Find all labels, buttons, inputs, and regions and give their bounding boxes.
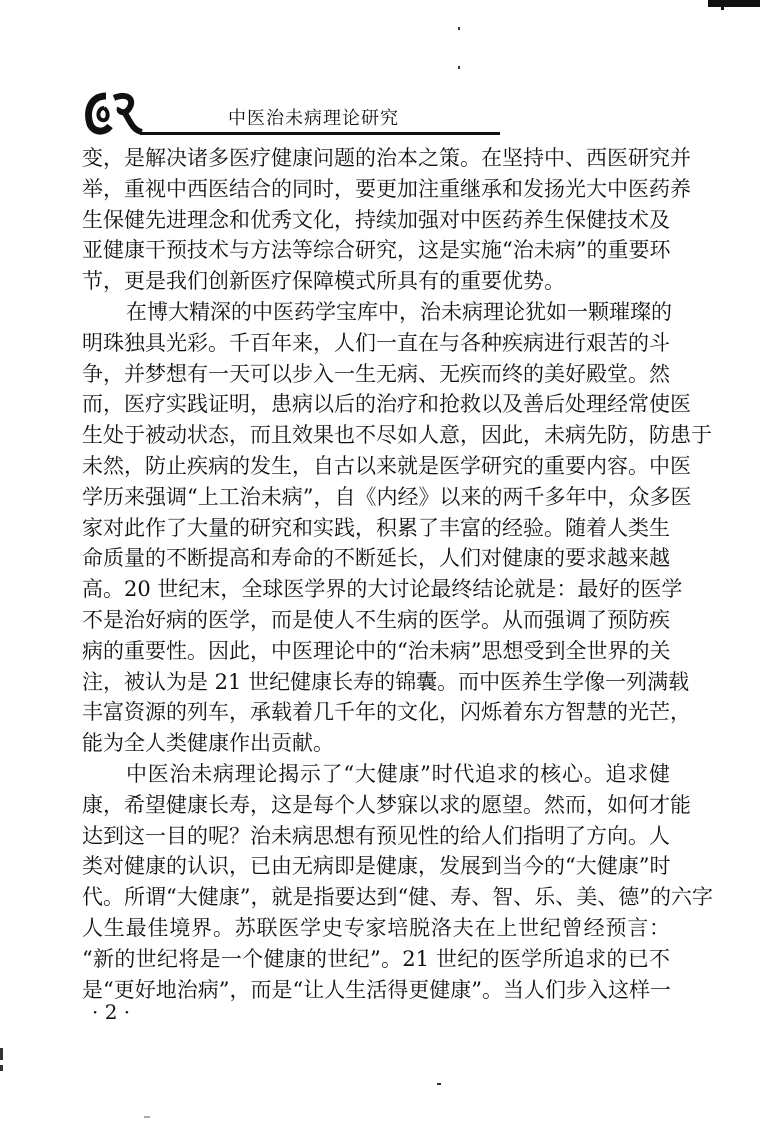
- paragraph: [82, 759, 713, 1005]
- text-line: 变，是解决诸多医疗健康问题的治本之策。在坚持中、西医研究并: [82, 146, 691, 170]
- text-line: 亚健康干预技术与方法等综合研究，这是实施“治未病”的重要环: [82, 238, 671, 263]
- text-line: 代。所谓“大健康”，就是指要达到“健、寿、智、乐、美、德”的六字: [82, 885, 713, 910]
- page-number: · 2 ·: [92, 1000, 131, 1024]
- scan-speck: [458, 66, 460, 69]
- text-line: 生保健先进理念和优秀文化，持续加强对中医药养生保健技术及: [82, 207, 670, 232]
- text-line: 康，希望健康长寿，这是每个人梦寐以求的愿望。然而，如何才能: [82, 792, 691, 817]
- scan-edge-mark: [708, 0, 760, 7]
- text-line: 能为全人类健康作出贡献。: [82, 731, 334, 756]
- header-rule: [140, 132, 500, 135]
- text-line: 类对健康的认识，已由无病即是健康，发展到当今的“大健康”时: [82, 854, 671, 879]
- text-line: 病的重要性。因此，中医理论中的“治未病”思想受到全世界的关: [82, 638, 671, 663]
- text-line: 命质量的不断提高和寿命的不断延长，人们对健康的要求越来越: [82, 546, 670, 571]
- scan-speck: [144, 1116, 150, 1118]
- paragraph: [82, 297, 712, 759]
- text-line: 不是治好病的医学，而是使人不生病的医学。从而强调了预防疾: [82, 607, 670, 632]
- text-line: 家对此作了大量的研究和实践，积累了丰富的经验。随着人类生: [82, 515, 670, 540]
- text-line: 人生最佳境界。苏联医学史专家培脱洛夫在上世纪曾经预言：: [82, 915, 670, 940]
- text-line: 注，被认为是 21 世纪健康长寿的锦囊。而中医养生学像一列满载: [82, 669, 690, 694]
- text-line: 学历来强调“上工治未病”，自《内经》以来的两千多年中，众多医: [82, 484, 692, 509]
- scan-edge-mark: [721, 0, 724, 10]
- text-line: 高。20 世纪末，全球医学界的大讨论最终结论就是：最好的医学: [82, 577, 683, 602]
- scan-speck: [458, 27, 460, 30]
- text-line: 争，并梦想有一天可以步入一生无病、无疾而终的美好殿堂。然: [82, 361, 670, 386]
- text-line: 未然，防止疾病的发生，自古以来就是医学研究的重要内容。中医: [82, 453, 691, 478]
- text-line: 是“更好地治病”，而是“让人生活得更健康”。当人们步入这样一: [82, 977, 671, 1002]
- text-line: 生处于被动状态，而且效果也不尽如人意，因此，未病先防，防患于: [82, 423, 712, 448]
- text-line: 而，医疗实践证明，患病以后的治疗和抢救以及善后处理经常使医: [82, 392, 691, 417]
- chapter-logo-icon: [84, 90, 144, 136]
- running-header-title: 中医治未病理论研究: [228, 108, 399, 129]
- text-line: 在博大精深的中医药学宝库中，治未病理论犹如一颗璀璨的: [126, 299, 672, 324]
- text-line: 丰富资源的列车，承载着几千年的文化，闪烁着东方智慧的光芒，: [82, 700, 691, 725]
- paragraph: [82, 143, 691, 297]
- text-line: 举，重视中西医结合的同时，要更加注重继承和发扬光大中医药养: [82, 176, 691, 201]
- scan-edge-mark: [0, 1065, 3, 1071]
- scan-edge-mark: [0, 1048, 3, 1060]
- text-line: 明珠独具光彩。千百年来，人们一直在与各种疾病进行艰苦的斗: [82, 330, 670, 355]
- text-line: “新的世纪将是一个健康的世纪”。21 世纪的医学所追求的已不: [82, 946, 670, 971]
- body-text: [82, 143, 713, 1005]
- text-line: 达到这一目的呢？治未病思想有预见性的给人们指明了方向。人: [82, 823, 670, 848]
- text-line: 中医治未病理论揭示了“大健康”时代追求的核心。追求健: [126, 761, 670, 786]
- text-line: 节，更是我们创新医疗保障模式所具有的重要优势。: [82, 269, 565, 294]
- scan-speck: [437, 1083, 441, 1085]
